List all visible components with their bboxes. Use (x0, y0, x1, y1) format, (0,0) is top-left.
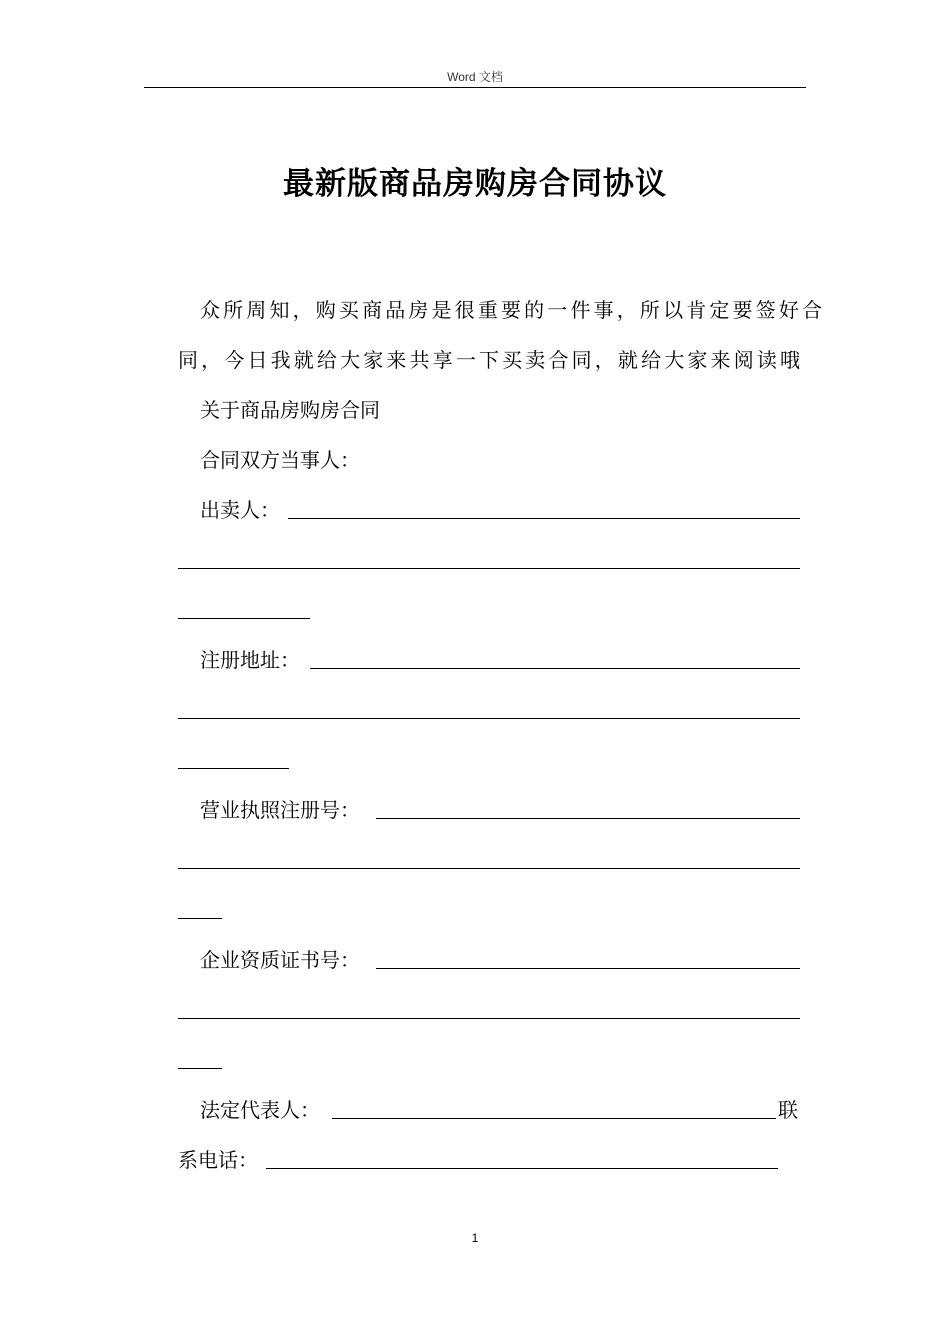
seller-blank-3[interactable] (178, 618, 310, 619)
legal-rep-blank[interactable] (332, 1118, 776, 1119)
address-blank-3[interactable] (178, 768, 289, 769)
phone-blank[interactable] (266, 1168, 778, 1169)
license-label: 营业执照注册号： (200, 798, 360, 822)
seller-blank-1[interactable] (288, 518, 800, 519)
parties-label: 合同双方当事人： (200, 448, 360, 472)
header-rule (144, 87, 806, 88)
section-title: 关于商品房购房合同 (200, 398, 380, 422)
qualification-label: 企业资质证书号： (200, 948, 360, 972)
seller-label: 出卖人： (200, 498, 280, 522)
qualification-blank-1[interactable] (376, 968, 800, 969)
phone-label-part1: 联 (778, 1098, 798, 1122)
document-title: 最新版商品房购房合同协议 (283, 166, 667, 202)
page-number: 1 (471, 1231, 479, 1245)
page-header: Word 文档 (447, 70, 503, 84)
qualification-blank-2[interactable] (178, 1018, 800, 1019)
license-blank-2[interactable] (178, 868, 800, 869)
qualification-blank-3[interactable] (178, 1068, 222, 1069)
address-blank-2[interactable] (178, 718, 800, 719)
license-blank-1[interactable] (376, 818, 800, 819)
seller-blank-2[interactable] (178, 568, 800, 569)
address-blank-1[interactable] (310, 668, 800, 669)
intro-line-2: 同，今日我就给大家来共享一下买卖合同，就给大家来阅读哦 (178, 348, 800, 372)
legal-rep-label: 法定代表人： (200, 1098, 320, 1122)
address-label: 注册地址： (200, 648, 300, 672)
license-blank-3[interactable] (178, 918, 222, 919)
intro-line-1: 众所周知，购买商品房是很重要的一件事，所以肯定要签好合 (200, 298, 822, 322)
phone-label-part2: 系电话： (178, 1148, 258, 1172)
